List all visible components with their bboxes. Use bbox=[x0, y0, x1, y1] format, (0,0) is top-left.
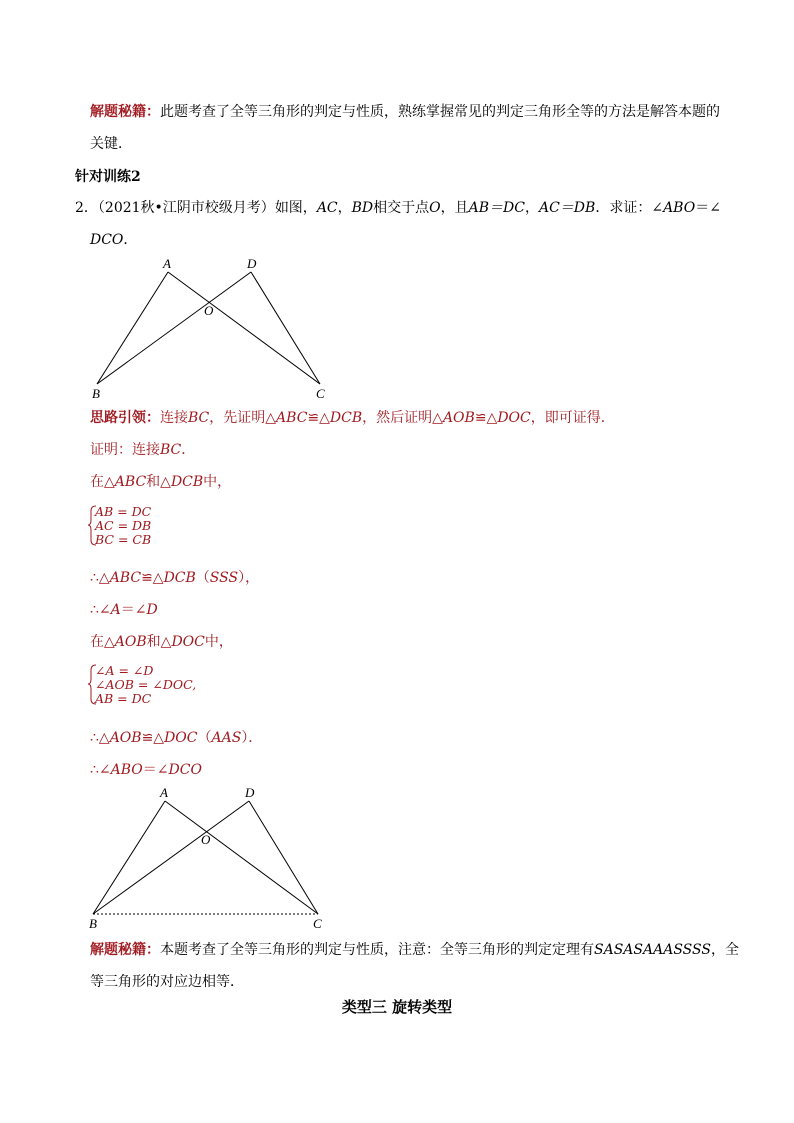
math-var: ABC bbox=[114, 474, 147, 490]
proof-text: ≌△ bbox=[141, 730, 165, 746]
proof-text: 和△ bbox=[146, 474, 171, 490]
system2-eq1: ∠A = ∠D bbox=[95, 663, 154, 678]
proof-line6 bbox=[90, 729, 262, 747]
math-var: O bbox=[429, 200, 441, 216]
hint-label: 思路引领： bbox=[90, 410, 160, 426]
system2-eq3: AB = DC bbox=[95, 691, 152, 706]
proof-text: ∴∠ bbox=[90, 602, 111, 618]
proof-text: ≌△ bbox=[141, 570, 164, 586]
proof-text: 中， bbox=[203, 474, 232, 490]
analysis-line2: 等三角形的对应边相等． bbox=[90, 974, 244, 990]
problem-number: 2． bbox=[75, 200, 98, 216]
analysis-text: ，全 bbox=[710, 942, 739, 958]
hint-text: ≌△ bbox=[474, 410, 498, 426]
segment-DC bbox=[249, 801, 318, 914]
proof-text: 在△ bbox=[90, 474, 115, 490]
hint-text: 连接 bbox=[160, 410, 188, 426]
proof-text: ＝∠ bbox=[120, 602, 147, 618]
analysis-label: 解题秘籍： bbox=[90, 104, 160, 120]
label-B: B bbox=[89, 916, 97, 931]
hint-text: ，即可证得． bbox=[530, 410, 615, 426]
prev-analysis-line1 bbox=[90, 103, 720, 121]
math-var: DCB bbox=[170, 474, 204, 490]
system2-comma: , bbox=[192, 677, 197, 692]
segment-DC bbox=[251, 272, 320, 384]
proof-text: ∴△ bbox=[90, 570, 110, 586]
math-var: AAS bbox=[211, 730, 242, 746]
system2-eq2-text: ∠AOB = ∠DOC bbox=[95, 677, 193, 692]
proof-line5 bbox=[90, 633, 233, 651]
proof-text: 和△ bbox=[146, 634, 172, 650]
hint-line bbox=[90, 409, 615, 427]
analysis-text: 本题考查了全等三角形的判定与性质，注意：全等三角形的判定定理有 bbox=[160, 942, 594, 958]
next-section-heading: 类型三 旋转类型 bbox=[341, 998, 453, 1016]
problem-text: ． bbox=[123, 232, 138, 248]
math-var: DCO bbox=[90, 232, 124, 248]
proof-line3 bbox=[90, 569, 259, 587]
math-var: ABO bbox=[110, 762, 143, 778]
proof-line2 bbox=[90, 473, 231, 491]
hint-text: ，然后证明△ bbox=[362, 410, 443, 426]
proof-text: ． bbox=[181, 442, 196, 458]
math-var: DOC bbox=[497, 410, 531, 426]
proof-text: ）． bbox=[241, 730, 263, 746]
math-var: BC bbox=[188, 410, 210, 426]
hint-text: ≌△ bbox=[307, 410, 330, 426]
math-var: SASASAAASSSS bbox=[594, 942, 711, 958]
proof-text: ）， bbox=[238, 570, 260, 586]
proof-text: （ bbox=[195, 570, 210, 586]
proof-text: （ bbox=[197, 730, 212, 746]
analysis-text: 此题考查了全等三角形的判定与性质，熟练掌握常见的判定三角形全等的方法是解答本题的 bbox=[160, 104, 720, 120]
math-var: A bbox=[110, 602, 121, 618]
label-D: D bbox=[247, 256, 257, 271]
system1-eq2: AC = DB bbox=[95, 518, 152, 533]
math-var: DCB bbox=[163, 570, 196, 586]
label-A: A bbox=[163, 256, 171, 271]
section-heading: 针对训练2 bbox=[75, 169, 141, 185]
math-var: DCO bbox=[168, 762, 202, 778]
problem-text: 如图， bbox=[274, 200, 317, 216]
proof-line7 bbox=[90, 761, 202, 779]
math-var: ABO bbox=[663, 200, 696, 216]
math-expr: AB＝DC bbox=[468, 200, 525, 216]
math-var: D bbox=[146, 602, 158, 618]
math-var: AC bbox=[316, 200, 338, 216]
label-D: D bbox=[245, 785, 255, 800]
math-var: AOB bbox=[109, 730, 142, 746]
math-var: ABC bbox=[109, 570, 142, 586]
problem-line1 bbox=[75, 199, 721, 217]
analysis-line1 bbox=[90, 941, 739, 959]
prev-analysis-line2: 关键． bbox=[90, 136, 132, 152]
math-var: BD bbox=[351, 200, 374, 216]
label-C: C bbox=[316, 386, 325, 401]
math-var: DOC bbox=[171, 634, 205, 650]
proof-line4 bbox=[90, 601, 158, 619]
segment-AB bbox=[93, 801, 165, 914]
label-A: A bbox=[160, 785, 168, 800]
math-var: BC bbox=[160, 442, 182, 458]
segment-DB bbox=[97, 272, 251, 384]
system2-eq2 bbox=[95, 678, 196, 692]
system1-eq3: BC = CB bbox=[95, 532, 152, 547]
proof-text: ∴∠ bbox=[90, 762, 111, 778]
proof-text: ∴△ bbox=[90, 730, 110, 746]
label-O: O bbox=[201, 832, 211, 847]
math-var: DOC bbox=[164, 730, 198, 746]
math-var: AOB bbox=[442, 410, 475, 426]
problem-line2 bbox=[90, 231, 137, 249]
label-C: C bbox=[313, 916, 322, 931]
label-B: B bbox=[92, 386, 100, 401]
problem-text: 相交于点 bbox=[373, 200, 430, 216]
math-var: SSS bbox=[209, 570, 239, 586]
problem-text: ， bbox=[337, 200, 352, 216]
label-O: O bbox=[204, 303, 214, 318]
analysis-label: 解题秘籍： bbox=[90, 942, 160, 958]
math-var: ABC bbox=[276, 410, 308, 426]
segment-AC bbox=[168, 272, 320, 384]
problem-text: ．求证：∠ bbox=[595, 200, 664, 216]
math-expr: AC＝DB bbox=[538, 200, 596, 216]
system1-eq1: AB = DC bbox=[95, 504, 152, 519]
proof-line1 bbox=[90, 441, 195, 459]
proof-text: 证明：连接 bbox=[90, 442, 160, 458]
proof-text: 中， bbox=[204, 634, 233, 650]
problem-source: （2021秋•江阴市校级月考） bbox=[97, 200, 275, 216]
segment-AC bbox=[165, 801, 318, 914]
problem-text: ， bbox=[524, 200, 539, 216]
segment-DB bbox=[93, 801, 249, 914]
proof-text: 在△ bbox=[90, 634, 115, 650]
segment-AB bbox=[97, 272, 168, 384]
math-var: AOB bbox=[114, 634, 147, 650]
problem-text: ＝∠ bbox=[695, 200, 721, 216]
problem-text: ，且 bbox=[440, 200, 469, 216]
proof-text: ＝∠ bbox=[142, 762, 169, 778]
hint-text: ，先证明△ bbox=[209, 410, 277, 426]
math-var: DCB bbox=[329, 410, 363, 426]
